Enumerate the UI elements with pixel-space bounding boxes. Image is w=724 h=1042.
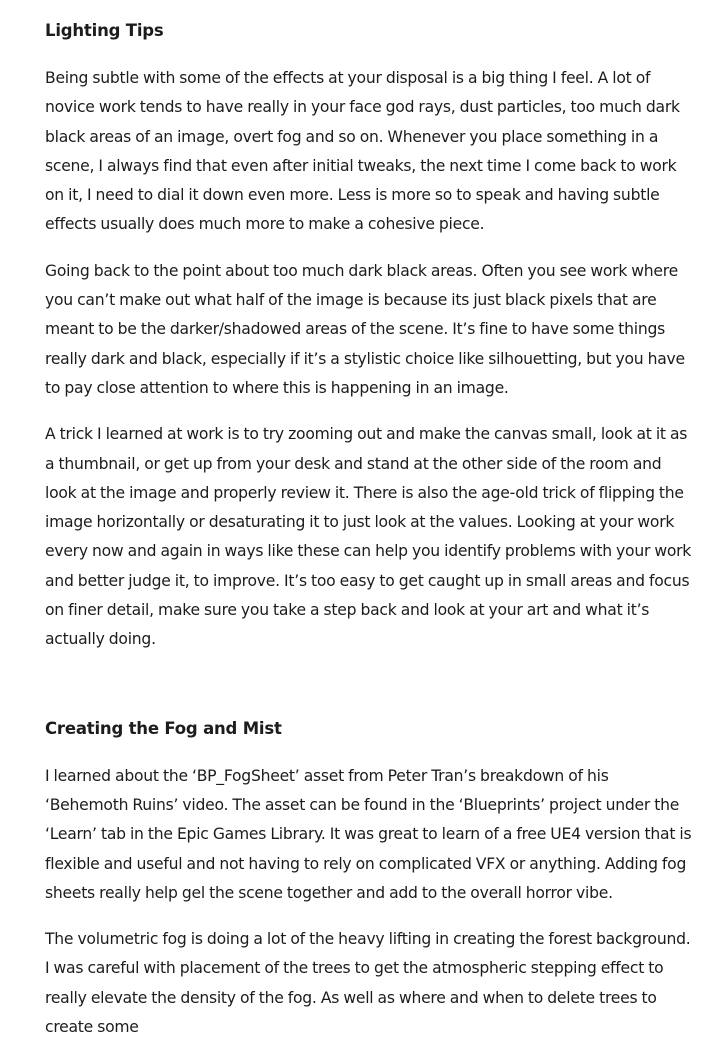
paragraph: A trick I learned at work is to try zooming out and make the canvas small, look at it as a thumbnail, or get up from your desk and stand at the other side of the room and look at the image and properly review it. There is also the age-old trick of flipping the image horizontally or desaturating it to just look at the values. Looking at your work every now and again in ways like these can help you identify problems with your work and better judge it, to improve. It’s too easy to get caught up in small areas and focus on finer detail, make sure you take a step back and look at your art and what it’s actually doing. <box>45 425 692 649</box>
paragraph: I learned about the ‘BP_FogSheet’ asset from Peter Tran’s breakdown of his ‘Behemoth Ruins’ video. The asset can be found in the ‘Blueprints’ project under the ‘Learn’ tab in the Epic Games Library. It was great to learn of a free UE4 version that is flexible and useful and not having to rely on complicated VFX or anything. Adding fog sheets really help gel the scene together and add to the overall horror vibe. <box>45 766 692 902</box>
section-heading: Creating the Fog and Mist <box>45 718 282 738</box>
section-heading: Lighting Tips <box>45 21 164 40</box>
section-fog-and-mist <box>45 717 695 1042</box>
article-body <box>45 19 695 1042</box>
paragraph: Going back to the point about too much dark black areas. Often you see work where you can’t make out what half of the image is because its just black pixels that are meant to be the darker/shadowed areas of the scene. It’s fine to have some things really dark and black, especially if it’s a stylistic choice like silhouetting, but you have to pay close attention to where this is happening in an image. <box>45 261 685 397</box>
paragraph: The volumetric fog is doing a lot of the heavy lifting in creating the forest background. I was careful with placement of the trees to get the atmospheric stepping effect to really elevate the density of the fog. As well as where and when to delete trees to create some <box>45 930 691 1037</box>
paragraph: Being subtle with some of the effects at your disposal is a big thing I feel. A lot of novice work tends to have really in your face god rays, dust particles, too much dark black areas of an image, overt fog and so on. Whenever you place something in a scene, I always find that even after initial tweaks, the next time I come back to work on it, I need to dial it down even more. Less is more so to speak and having subtle effects usually does much more to make a cohesive piece. <box>45 69 680 234</box>
section-lighting-tips <box>45 19 695 655</box>
